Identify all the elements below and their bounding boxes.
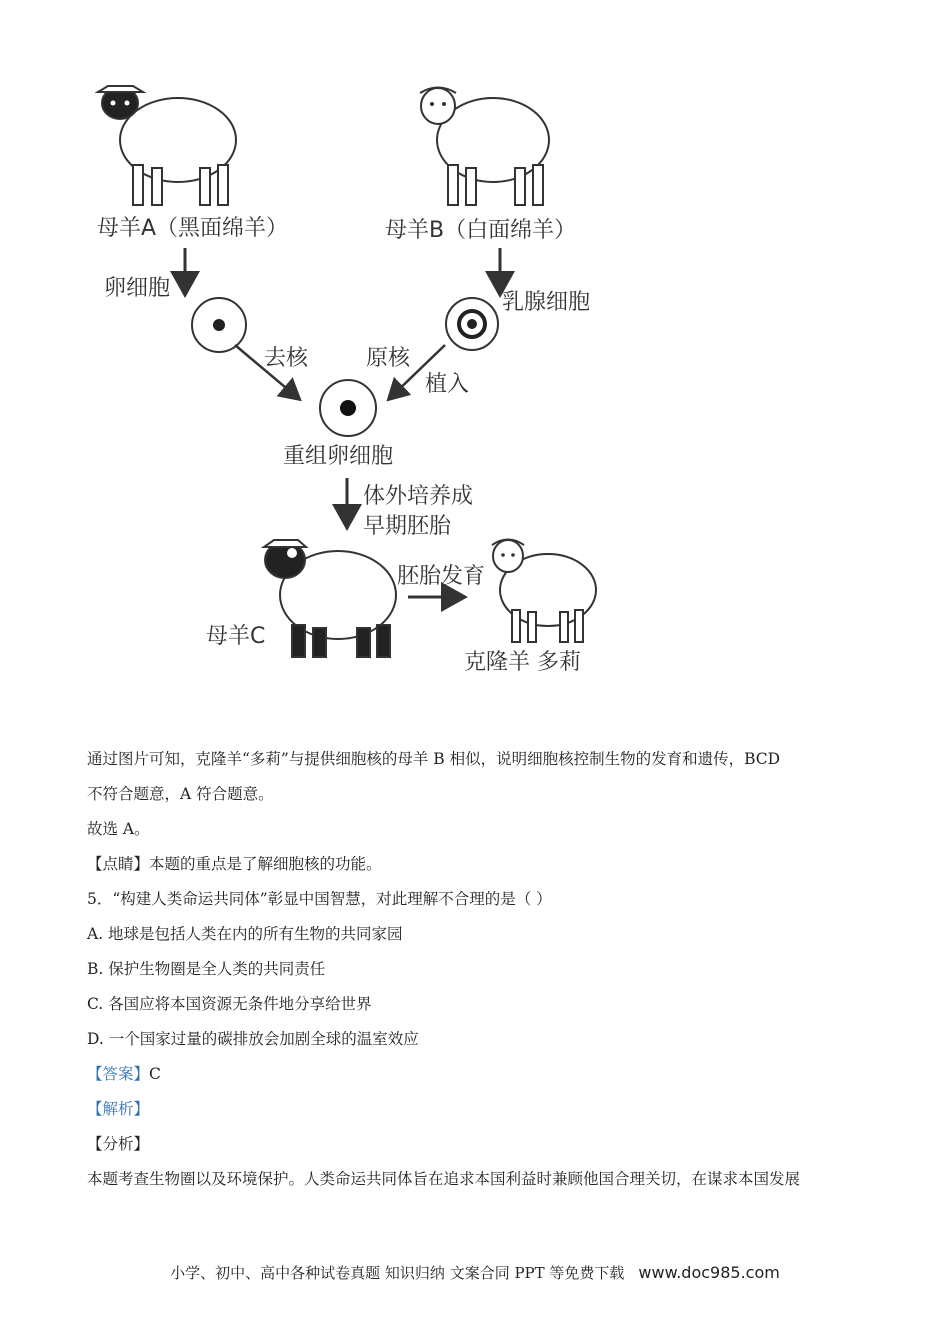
analysis-label: 【解析】 xyxy=(87,1100,150,1118)
answer-text-block xyxy=(87,742,877,1197)
answer-line xyxy=(87,1057,877,1092)
analysis-text: 本题考查生物圈以及环境保护。人类命运共同体旨在追求本国利益时兼顾他国合理关切，在谋求本国发展 xyxy=(87,1170,801,1188)
egg-cell-graphic xyxy=(192,298,246,352)
ewe-b-sheep-image xyxy=(420,88,549,206)
ewe-b-label: 母羊B（白面绵羊） xyxy=(385,218,577,243)
footer-url-link[interactable]: www.doc985.com xyxy=(638,1263,780,1282)
footer-text: 小学、初中、高中各种试卷真题 知识归纳 文案合同 PPT 等免费下载 xyxy=(170,1264,625,1282)
option-a: A. 地球是包括人类在内的所有生物的共同家园 xyxy=(87,925,403,943)
answer-label: 【答案】 xyxy=(87,1065,150,1083)
choose-line: 故选 A。 xyxy=(87,820,150,838)
explanation-line-2: 不符合题意，A 符合题意。 xyxy=(87,785,274,803)
reconstructed-egg-graphic xyxy=(320,380,376,436)
embryo-development-label: 胚胎发育 xyxy=(397,564,486,589)
ewe-c-sheep-image xyxy=(264,540,396,657)
ewe-a-label: 母羊A（黑面绵羊） xyxy=(97,216,289,241)
culture-label-line1: 体外培养成 xyxy=(363,484,474,509)
option-c: C. 各国应将本国资源无条件地分享给世界 xyxy=(87,995,372,1013)
question-5: 5．“构建人类命运共同体”彰显中国智慧，对此理解不合理的是（ ） xyxy=(87,890,552,908)
mammary-cell-graphic xyxy=(446,298,498,350)
explanation-line-1: 通过图片可知，克隆羊“多莉”与提供细胞核的母羊 B 相似，说明细胞核控制生物的发育和遗传，BCD xyxy=(87,750,781,768)
page-footer xyxy=(0,1262,950,1283)
original-nucleus-label: 原核 xyxy=(366,346,411,371)
tip-line: 【点睛】本题的重点是了解细胞核的功能。 xyxy=(87,855,382,873)
culture-label-line2: 早期胚胎 xyxy=(363,514,452,539)
fenxi-label: 【分析】 xyxy=(87,1135,150,1153)
answer-value: C xyxy=(149,1065,161,1083)
enucleate-label: 去核 xyxy=(264,346,309,371)
ewe-c-label: 母羊C xyxy=(206,624,266,649)
option-b: B. 保护生物圈是全人类的共同责任 xyxy=(87,960,326,978)
ewe-a-sheep-image xyxy=(98,86,236,205)
implant-label: 植入 xyxy=(425,372,470,397)
option-d: D. 一个国家过量的碳排放会加剧全球的温室效应 xyxy=(87,1030,419,1048)
dolly-label: 克隆羊 多莉 xyxy=(464,650,581,675)
egg-cell-label: 卵细胞 xyxy=(104,276,171,301)
mammary-cell-label: 乳腺细胞 xyxy=(502,290,591,315)
dolly-sheep-image xyxy=(492,540,596,643)
reconstructed-egg-label: 重组卵细胞 xyxy=(283,444,394,469)
